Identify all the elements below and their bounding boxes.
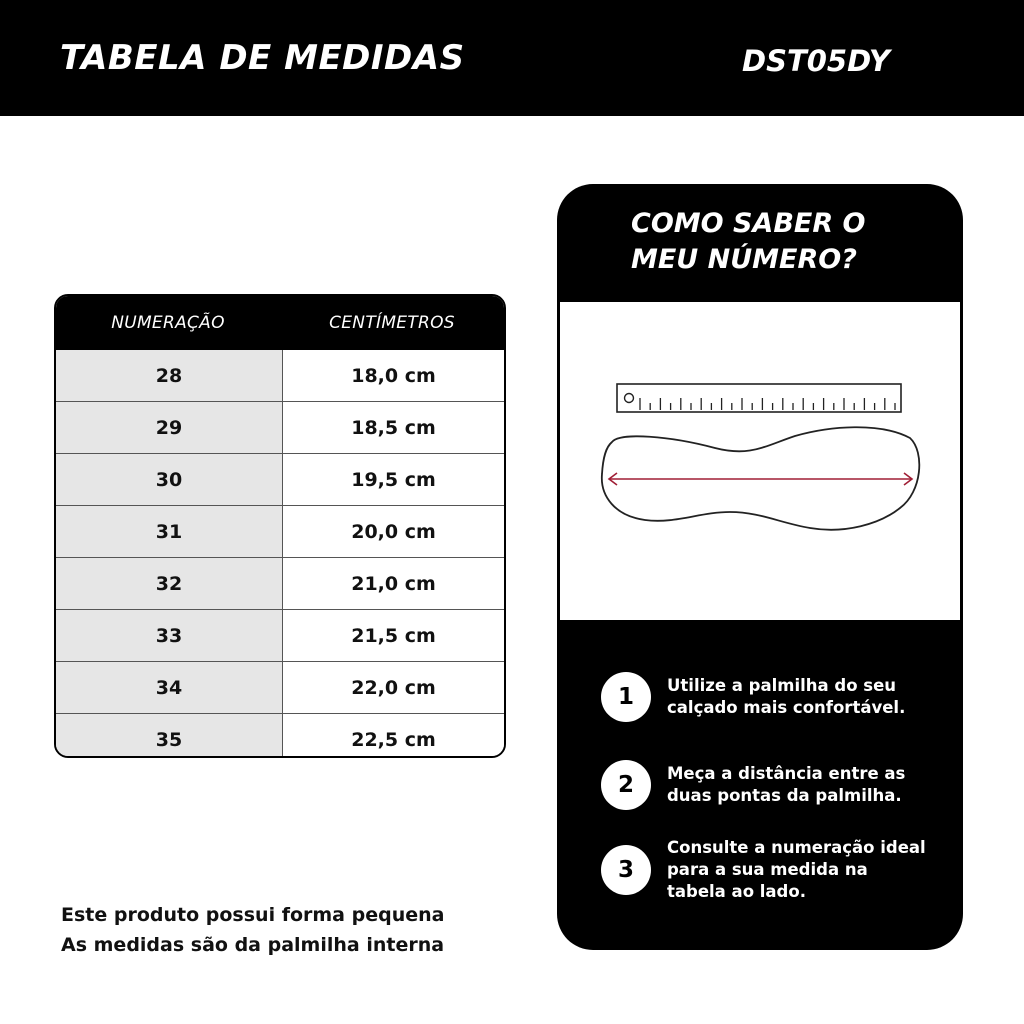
table-row	[56, 661, 504, 713]
size-cell: 35	[56, 714, 283, 758]
table-row	[56, 609, 504, 661]
measurement-illustration	[560, 302, 960, 620]
step-text-line: Utilize a palmilha do seu	[667, 676, 897, 695]
illustration-svg	[560, 302, 960, 620]
step-text	[667, 763, 937, 807]
step-3	[601, 837, 941, 903]
step-number-badge: 2	[601, 760, 651, 810]
cm-cell: 22,5 cm	[283, 714, 504, 758]
step-2	[601, 760, 941, 810]
note-line: Este produto possui forma pequena	[61, 904, 445, 926]
step-1	[601, 672, 941, 722]
how-to-title-line: MEU NÚMERO?	[631, 244, 857, 275]
product-code: DST05DY	[742, 44, 890, 78]
step-number-badge: 3	[601, 845, 651, 895]
table-row	[56, 401, 504, 453]
size-cell: 33	[56, 610, 283, 661]
cm-cell: 20,0 cm	[283, 506, 504, 557]
column-header-numeracao: NUMERAÇÃO	[111, 313, 225, 333]
cm-cell: 22,0 cm	[283, 662, 504, 713]
table-row	[56, 350, 504, 401]
size-cell: 32	[56, 558, 283, 609]
step-text	[667, 837, 937, 903]
product-notes	[61, 900, 444, 960]
size-cell: 28	[56, 350, 283, 401]
step-text-line: para a sua medida na	[667, 860, 868, 879]
column-header-centimetros: CENTÍMETROS	[329, 313, 455, 333]
note-line: As medidas são da palmilha interna	[61, 934, 445, 956]
how-to-title	[631, 206, 931, 278]
table-row	[56, 453, 504, 505]
size-cell: 30	[56, 454, 283, 505]
size-table	[54, 294, 506, 758]
size-cell: 29	[56, 402, 283, 453]
how-to-title-line: COMO SABER O	[631, 208, 866, 239]
cm-cell: 18,0 cm	[283, 350, 504, 401]
step-text	[667, 675, 937, 719]
cm-cell: 18,5 cm	[283, 402, 504, 453]
step-text-line: tabela ao lado.	[667, 882, 806, 901]
table-row	[56, 713, 504, 758]
size-cell: 34	[56, 662, 283, 713]
how-to-card	[557, 184, 963, 950]
cm-cell: 21,5 cm	[283, 610, 504, 661]
size-cell: 31	[56, 506, 283, 557]
table-header	[56, 296, 504, 350]
step-number-badge: 1	[601, 672, 651, 722]
step-text-line: calçado mais confortável.	[667, 698, 906, 717]
page-title: TABELA DE MEDIDAS	[60, 38, 465, 78]
step-text-line: duas pontas da palmilha.	[667, 786, 902, 805]
cm-cell: 19,5 cm	[283, 454, 504, 505]
step-text-line: Meça a distância entre as	[667, 764, 906, 783]
cm-cell: 21,0 cm	[283, 558, 504, 609]
header-bar	[0, 0, 1024, 116]
table-row	[56, 557, 504, 609]
table-row	[56, 505, 504, 557]
step-text-line: Consulte a numeração ideal	[667, 838, 926, 857]
ruler-icon	[617, 384, 901, 412]
